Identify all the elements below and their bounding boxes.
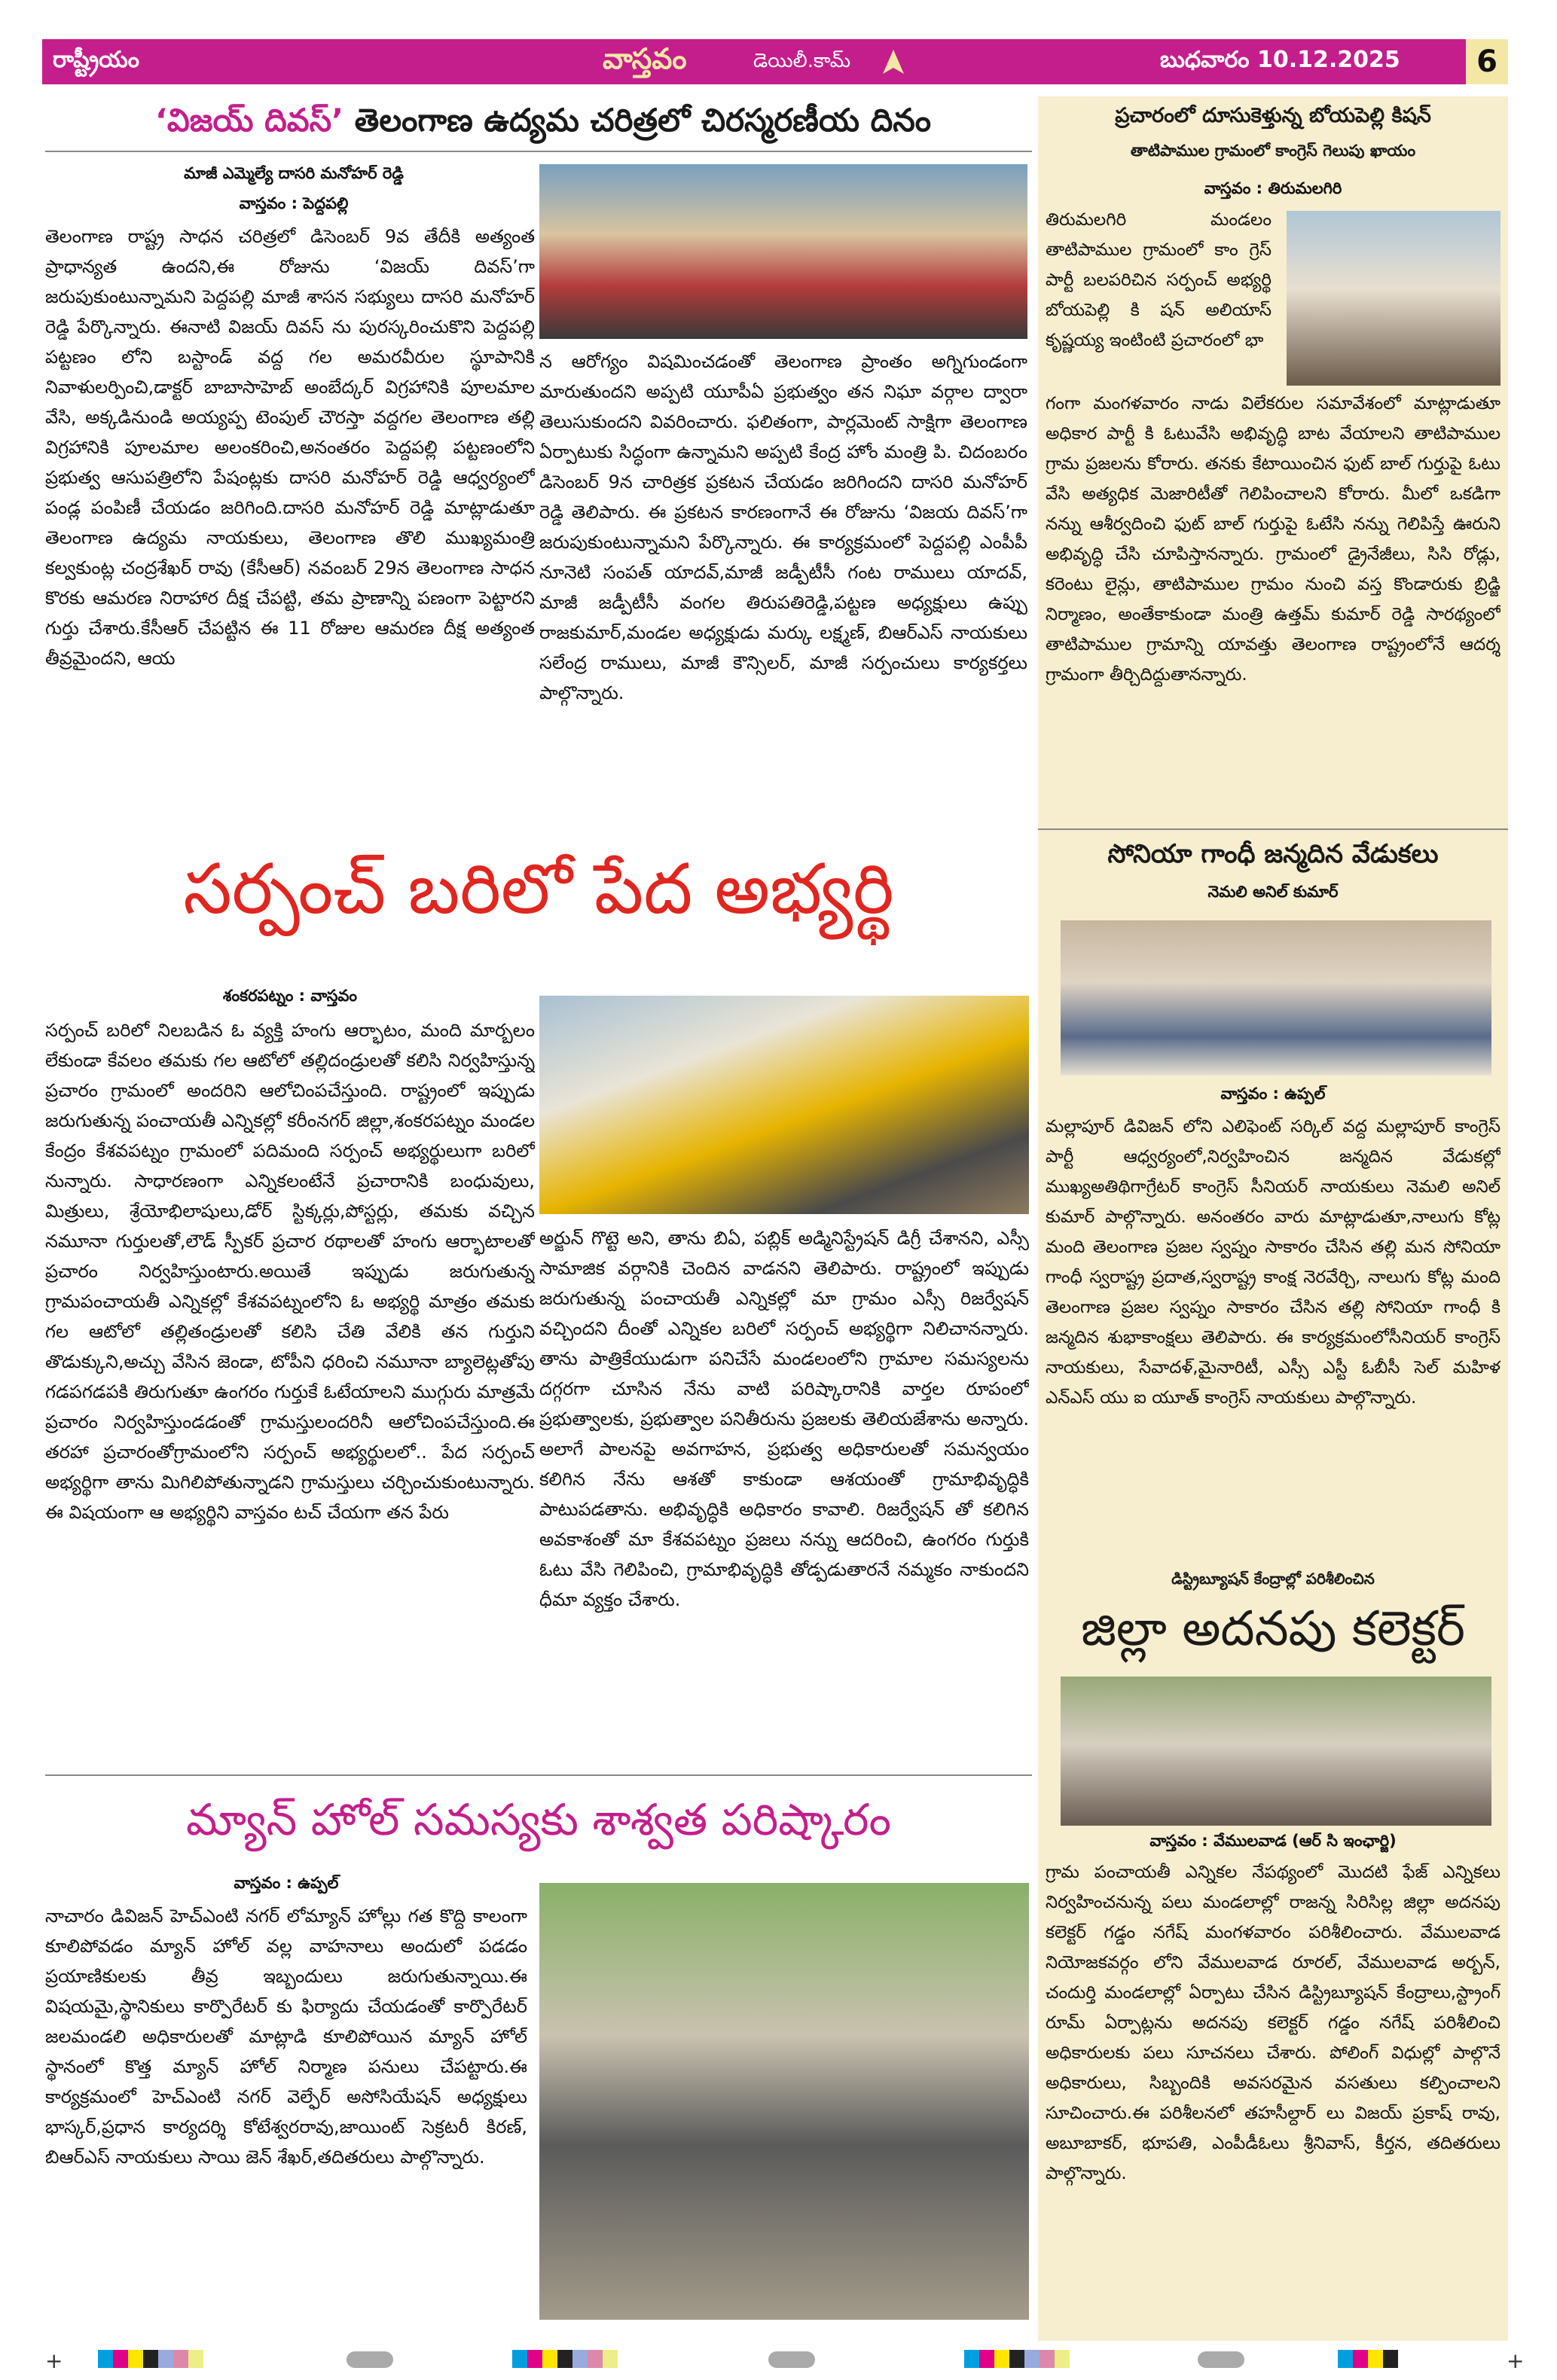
article2-body-col2: అర్జున్ గొట్టె అని, తాను బిఏ, పబ్లిక్ అడ్మినిస్ట్రేషన్ డిగ్రీ చేశానని, ఎస్సీ సామాజిక వర్గానికి చెందిన వాడనని తెలిపారు. రాష్ట్రంలో ఇప్పుడు జరుగుతున్న పంచాయతీ ఎన్నికల్లో మా గ్రామం ఎస్సీ రిజర్వేషన్ వచ్చిందని దీంతో ఎన్నికల బరిలో సర్పంచ్ అభ్యర్థిగా నిలిచానన్నారు. తాను పాత్రికేయుడుగా పనిచేసే మండలంలోని గ్రామాల సమస్యలను దగ్గరగా చూసిన నేను వాటి పరిష్కారానికి వార్తల రూపంలో ప్రభుత్వాలకు, ప్రభుత్వాల పనితీరును ప్రజలకు తెలియజేశాను అన్నారు. అలాగే పాలనపై అవగాహన, ప్రభుత్వ అధికారులతో సమన్వయం కలిగిన నేను ఆశతో కాకుండా ఆశయంతో గ్రామాభివృద్ధికి పాటుపడతాను. అభివృద్ధికి అధికారం కావాలి. రిజర్వేషన్ తో కలిగిన అవకాశంతో మా కేశవపట్నం ప్రజలు నన్ను ఆదరించి, ఉంగరం గుర్తుకి ఓటు వేసి గెలిపించి, గ్రామాభివృద్ధికి తోడ్పడుతారనే నమ్మకం నాకుందని ధీమా వ్యక్తం చేశారు. [539, 1228, 1029, 1610]
sidebar-story3-headline: జిల్లా అదనపు కలెక్టర్ [1081, 1601, 1465, 1657]
masthead-suffix: డెయిలీ.కామ్ [753, 50, 851, 72]
sidebar-story3-dateline: వాస్తవం : వేములవాడ (ఆర్ సి ఇంఛార్జి) [1149, 1832, 1397, 1850]
page-number: 6 [1466, 39, 1508, 84]
article2-photo [539, 996, 1029, 1214]
article1-body-col1: తెలంగాణ రాష్ట్ర సాధన చరిత్రలో డిసెంబర్ 9వ తేదీకి అత్యంత ప్రాధాన్యత ఉందని,ఈ రోజును ‘విజయ్ దివస్’గా జరుపుకుంటున్నామని పెద్దపల్లి మాజీ శాసన సభ్యులు దాసరి మనోహర్ రెడ్డి పేర్కొన్నారు. ఈనాటి విజయ్ దివస్ ను పురస్కరించుకొని పెద్దపల్లి పట్టణం లోని బస్టాండ్ వద్ద గల అమరవీరుల స్థూపానికి నివాళులర్పించి,డాక్టర్ బాబాసాహెబ్ అంబేద్కర్ విగ్రహానికి పూలమాల వేసి, అక్కడినుండి అయ్యప్ప టెంపుల్ చౌరస్తా వద్దగల తెలంగాణ తల్లి విగ్రహానికి పూలమాల అలంకరించి,అనంతరం పెద్దపల్లి పట్టణంలోని ప్రభుత్వ ఆసుపత్రిలోని పేషంట్లకు దాసరి మనోహర్ రెడ్డి ఆధ్వర్యంలో పండ్ల పంపిణీ చేయడం జరిగింది.దాసరి మనోహర్ రెడ్డి మాట్లాడుతూ తెలంగాణ ఉద్యమ నాయకులు, తెలంగాణ తొలి ముఖ్యమంత్రి కల్వకుంట్ల చంద్రశేఖర్ రావు (కేసీఆర్) నవంబర్ 29న తెలంగాణ సాధన కొరకు ఆమరణ నిరాహార దీక్ష చేపట్టి, తమ ప్రాణాన్ని పణంగా పెట్టారని గుర్తు చేశారు.కేసీఆర్ చేపట్టిన ఈ 11 రోజుల ఆమరణ దీక్ష అత్యంత తీవ్రమైందని, ఆయ [45, 226, 535, 669]
divider [45, 1774, 1032, 1776]
article1-headline-quoted: ‘విజయ్ దివస్’ [154, 102, 344, 139]
sidebar-story1-body: గంగా మంగళవారం నాడు విలేకరుల సమావేశంలో మాట్లాడుతూ అధికార పార్టీ కి ఓటువేసి అభివృద్ధి బాట వేయాలని తాటిపాముల గ్రామ ప్రజలను కోరారు. తనకు కేటాయించిన ఫుట్ బాల్ గుర్తుపై ఓటు వేసి అత్యధిక మెజారిటీతో గెలిపించాలని కోరారు. మీలో ఒకడిగా నన్ను ఆశీర్వదించి ఫుట్ బాల్ గుర్తుపై ఓటేసి నన్ను గెలిపిస్తే ఊరుని అభివృద్ధి చేసి చూపిస్తానన్నారు. గ్రామంలో డ్రైనేజీలు, సిసి రోడ్లు, కరెంటు లైన్లు, తాటిపాముల గ్రామం నుంచి వస్త కొండారుకు బ్రిడ్జి నిర్మాణం, అంతేకాకుండా మంత్రి ఉత్తమ్ కుమార్ రెడ్డి సారథ్యంలో తాటిపాముల గ్రామాన్ని యావత్తు తెలంగాణ రాష్ట్రంలోనే ఆదర్శ గ్రామంగా తీర్చిదిద్దుతానన్నారు. [1046, 394, 1501, 685]
sidebar-story3-photo [1061, 1677, 1491, 1826]
issue-date: బుధవారం 10.12.2025 [1160, 47, 1400, 73]
sidebar-story1-photo [1287, 211, 1501, 386]
color-bar [1338, 2350, 1398, 2371]
sidebar-story1-headline: ప్రచారంలో దూసుకెళ్తున్న బోయపెల్లి కిషన్ [1115, 104, 1431, 127]
article3-dateline: వాస్తవం : ఉప్పల్ [234, 1874, 339, 1892]
color-patch [768, 2351, 815, 2368]
article3-headline: మ్యాన్ హోల్ సమస్యకు శాశ్వత పరిష్కారం [186, 1794, 891, 1845]
article1-body-col2: న ఆరోగ్యం విషమించడంతో తెలంగాణ ప్రాంతం అగ్నిగుండంగా మారుతుందని అప్పటి యూపీఏ ప్రభుత్వం తన నిఘా వర్గాల ద్వారా తెలుసుకుందని వివరించారు. ఫలితంగా, పార్లమెంట్ సాక్షిగా తెలంగాణ ఏర్పాటుకు సిద్ధంగా ఉన్నామని అప్పటి కేంద్ర హోం మంత్రి పి. చిదంబరం డిసెంబర్ 9న చారిత్రక ప్రకటన చేయడం జరిగిందని దాసరి మనోహర్ రెడ్డి తెలిపారు. ఈ ప్రకటన కారణంగానే ఈ రోజును ‘విజయ దివస్’గా జరుపుకుంటున్నామని పేర్కొన్నారు. ఈ కార్యక్రమంలో పెద్దపల్లి ఎంపీపీ నూనెటి సంపత్ యాదవ్,మాజీ జడ్పీటీసీ గంట రాములు యాదవ్, మాజీ జడ్పీటీసీ వంగల తిరుపతిరెడ్డి,పట్టణ అధ్యక్షులు ఉప్పు రాజకుమార్,మండల అధ్యక్షుడు మర్కు లక్ష్మణ్, బిఆర్ఎస్ నాయకులు సలేంద్ర రాములు, మాజీ కౌన్సిలర్, మాజీ సర్పంచులు కార్యకర్తలు పాల్గొన్నారు. [539, 351, 1027, 703]
article3-body: నాచారం డివిజన్ హెచ్ఎంటి నగర్ లోమ్యాన్ హోల్లు గత కొద్ది కాలంగా కూలిపోవడం మ్యాన్ హోల్ వల్ల వాహనాలు అందులో పడడం ప్రయాణికులకు తీవ్ర ఇబ్బందులు జరుగుతున్నాయి.ఈ విషయమై,స్థానికులు కార్పొరేటర్ కు ఫిర్యాదు చేయడంతో కార్పొరేటర్ జలమండలి అధికారులతో మాట్లాడి కూలిపోయిన మ్యాన్ హోల్ స్థానంలో కొత్త మ్యాన్ హోల్ నిర్మాణ పనులు చేపట్టారు.ఈ కార్యక్రమంలో హెచ్ఎంటి నగర్ వెల్ఫేర్ అసోసియేషన్ అధ్యక్షులు భాస్కర్,ప్రధాన కార్యదర్శి కోటేశ్వరరావు,జాయింట్ సెక్రటరీ కిరణ్, బిఆర్ఎస్ నాయకులు సాయి జెన్ శేఖర్,తదితరులు పాల్గొన్నారు. [45, 1906, 527, 2168]
sidebar-story3-body: గ్రామ పంచాయతీ ఎన్నికల నేపథ్యంలో మొదటి ఫేజ్ ఎన్నికలు నిర్వహించనున్న పలు మండలాల్లో రాజన్న సిరిసిల్ల జిల్లా అదనపు కలెక్టర్ గడ్డం నగేష్ మంగళవారం పరిశీలించారు. వేములవాడ నియోజకవర్గం లోని వేములవాడ రూరల్, వేములవాడ అర్బన్, చందుర్తి మండలాల్లో ఏర్పాటు చేసిన డిస్ట్రిబ్యూషన్ కేంద్రాలు,స్ట్రాంగ్ రూమ్ ఏర్పాట్లను అదనపు కలెక్టర్ గడ్డం నగేష్ పరిశీలించి అధికారులకు పలు సూచనలు చేశారు. పోలింగ్ విధుల్లో పాల్గొనే అధికారులు, సిబ్బందికి అవసరమైన వసతులు కల్పించాలని సూచించారు.ఈ పరిశీలనలో తహసీల్దార్ లు విజయ్ ప్రకాష్ రావు, అబూబాకర్, భూపతి, ఎంపీడీఓలు శ్రీనివాస్, కీర్తన, తదితరులు పాల్గొన్నారు. [1046, 1863, 1501, 2183]
article1-byline: మాజీ ఎమ్మెల్యే దాసరి మనోహర్ రెడ్డి [184, 164, 404, 182]
sidebar-story1-subhead: తాటిపాముల గ్రామంలో కాంగ్రెస్ గెలుపు ఖాయం [1130, 142, 1416, 160]
registration-mark: + [45, 2348, 63, 2373]
sidebar-story2-photo [1061, 920, 1491, 1076]
divider [45, 151, 1032, 152]
sidebar-story2-dateline: వాస్తవం : ఉప్పల్ [1220, 1085, 1326, 1103]
article2-headline: సర్పంచ్ బరిలో పేద అభ్యర్థి [183, 849, 894, 929]
sidebar-story1-dateline: వాస్తవం : తిరుమలగిరి [1204, 179, 1342, 197]
article3-photo [539, 1883, 1029, 2320]
article1-headline [57, 96, 1029, 145]
article1-photo [539, 164, 1027, 339]
article2-dateline: శంకరపట్నం : వాస్తవం [222, 987, 358, 1005]
article2-body-col1: సర్పంచ్ బరిలో నిలబడిన ఓ వ్యక్తి హంగు ఆర్భాటం, మంది మార్బలం లేకుండా కేవలం తమకు గల ఆటోలో తల్లిదండ్రులతో కలిసి నిర్వహిస్తున్న ప్రచారం గ్రామంలో అందరిని ఆలోచింపచేస్తుంది. రాష్ట్రంలో ఇప్పుడు జరుగుతున్న పంచాయతీ ఎన్నికల్లో కరీంనగర్ జిల్లా,శంకరపట్నం మండల కేంద్రం కేశవపట్నం గ్రామంలో పదిమంది సర్పంచ్ అభ్యర్థులుగా బరిలో నున్నారు. సాధారణంగా ఎన్నికలంటేనే ప్రచారానికి బంధువులు, మిత్రులు, శ్రేయోభిలాషులు,డోర్ స్టిక్కర్లు,పోస్టర్లు, తమకు వచ్చిన నమూనా గుర్తులతో,లౌడ్ స్పీకర్ ప్రచార రథాలతో హంగు ఆర్భాటాలతో ప్రచారం నిర్వహిస్తుంటారు.అయితే ఇప్పుడు జరుగుతున్న గ్రామపంచాయతీ ఎన్నికల్లో కేశవపట్నంలోని ఓ అభ్యర్థి మాత్రం తమకు గల ఆటోలో తల్లితండ్రులతో కలిసి చేతి వేలికి తన గుర్తుని తొడుక్కుని,అచ్చు వేసిన జెండా, టోపీని ధరించి నమూనా బ్యాలెట్లతోపు గడపగడపకి తిరుగుతూ ఉంగరం గుర్తుకే ఓటేయాలని ముగ్గురు మాత్రమే ప్రచారం నిర్వహిస్తుండడంతో గ్రామస్తులందరినీ ఆలోచింపచేస్తుంది.ఈ తరహా ప్రచారంతోగ్రామంలోని సర్పంచ్ అభ్యర్థులలో.. పేద సర్పంచ్ అభ్యర్థిగా తాను మిగిలిపోతున్నాడని గ్రామస్తులు చర్చించుకుంటున్నారు. ఈ విషయంగా ఆ అభ్యర్థిని వాస్తవం టచ్ చేయగా తన పేరు [45, 1020, 535, 1523]
sidebar-story1-lead: తిరుమలగిరి మండలం తాటిపాముల గ్రామంలో కాం గ్రెస్ పార్టీ బలపరిచిన సర్పంచ్ అభ్యర్థి బోయపెల్లి కి షన్ అలియాస్ కృష్ణయ్య ఇంటింటి ప్రచారంలో భా [1046, 210, 1272, 350]
color-bar [98, 2350, 203, 2371]
divider [1038, 828, 1508, 830]
section-label: రాష్ట్రీయం [53, 47, 139, 73]
sidebar-story2-byline: నెమలి అనిల్ కుమార్ [1207, 883, 1339, 901]
article1-headline-rest: తెలంగాణ ఉద్యమ చరిత్రలో చిరస్మరణీయ దినం [343, 102, 932, 139]
color-bar [964, 2350, 1070, 2371]
masthead-title: వాస్తవం [603, 42, 687, 75]
sidebar-story2-headline: సోనియా గాంధీ జన్మదిన వేడుకలు [1107, 839, 1439, 869]
sidebar-story3-kicker: డిస్ట్రిబ్యూషన్ కేంద్రాల్లో పరిశీలించిన [1171, 1570, 1375, 1588]
article1-dateline: వాస్తవం : పెద్దపల్లి [239, 194, 349, 212]
color-bar [512, 2350, 618, 2371]
color-patch [1198, 2351, 1244, 2368]
color-patch [347, 2351, 393, 2368]
sidebar-story2-body: మల్లాపూర్ డివిజన్ లోని ఎలిఫెంట్ సర్కిల్ వద్ద మల్లాపూర్ కాంగ్రెస్ పార్టీ ఆధ్వర్యంలో,నిర్వహించిన జన్మదిన వేడుకల్లో ముఖ్యఅతిథిగాగ్రేటర్ కాంగ్రెస్ సీనియర్ నాయకులు నెమలి అనిల్ కుమార్ పాల్గొన్నారు. అనంతరం వారు మాట్లాడుతూ,నాలుగు కోట్ల మంది తెలంగాణ ప్రజల స్వప్నం సాకారం చేసిన తల్లి మన సోనియా గాంధీ స్వరాష్ట్ర ప్రదాత,స్వరాష్ట్ర కాంక్ష నెరవేర్చి, నాలుగు కోట్ల మంది తెలంగాణ ప్రజల స్వప్నం సాకారం చేసిన తల్లి సోనియా గాంధీ కి జన్మదిన శుభాకాంక్షలు తెలిపారు. ఈ కార్యక్రమంలోసీనియర్ కాంగ్రెస్ నాయకులు, సేవాదళ్,మైనారిటీ, ఎస్సీ ఎస్టీ ఓబీసీ సెల్ మహిళ ఎన్ఎస్ యు ఐ యూత్ కాంగ్రెస్ నాయకులు పాల్గొన్నారు. [1046, 1117, 1501, 1408]
registration-mark: + [1507, 2348, 1525, 2373]
pen-nib-icon [878, 45, 908, 78]
